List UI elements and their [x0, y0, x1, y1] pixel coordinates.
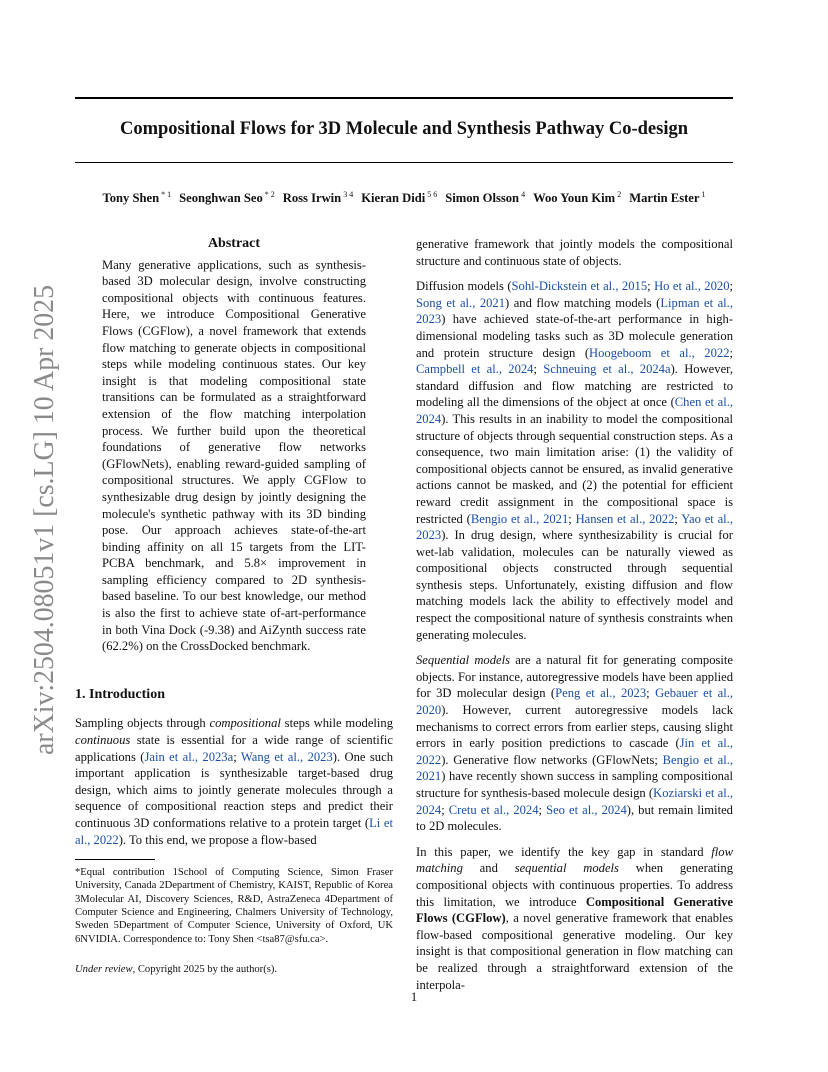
- text-span: ;: [674, 511, 682, 526]
- citation-link[interactable]: Bengio et al., 2021: [416, 752, 734, 784]
- author-affiliation-marker: 3 4: [343, 190, 354, 199]
- text-span: Sampling objects through: [75, 716, 210, 731]
- text-span: ;: [533, 362, 544, 377]
- text-span: ;: [646, 686, 656, 701]
- author-affiliation-marker: 1: [701, 190, 706, 199]
- text-span: are a natural fit for generating composite objects. For instance, autoregressive models have been applied for 3D molecular design (: [416, 653, 733, 701]
- emphasis: flow matching: [416, 844, 733, 876]
- citation-link[interactable]: Peng et al., 2023: [555, 686, 647, 701]
- text-span: ) have recently shown success in sampling compositional structure for synthesis-based molecule design (: [416, 769, 733, 800]
- author-list: [75, 190, 733, 206]
- paper-title: Compositional Flows for 3D Molecule and Synthesis Pathway Co-design: [119, 119, 689, 139]
- citation-link[interactable]: Sohl-Dickstein et al., 2015: [511, 279, 648, 294]
- text-span: , a novel generative framework that enables flow-based compositional generative modeling. Our key insight is that compositional generation in flow matching can be realized through a straightforward extension of the interpola-: [416, 911, 733, 992]
- emphasis: Under review: [75, 963, 133, 975]
- citation-link[interactable]: Campbell et al., 2024: [416, 362, 534, 377]
- title-top-rule: [75, 97, 733, 99]
- citation-link[interactable]: Cretu et al., 2024: [448, 802, 539, 817]
- citation-link[interactable]: Gebauer et al., 2020: [416, 686, 733, 718]
- citation-link[interactable]: Chen et al., 2024: [416, 395, 733, 426]
- text-span: ). This results in an inability to model the compositional structure of objects through sequential construction steps. As a consequence, two main limitation arise: (1) the validity of compositional objects cannot be ensured, as invalid generative actions cannot be masked, and (2) the potential for efficient reward credit assignment in the compositional space is restricted (: [416, 411, 733, 526]
- author-affiliation-marker: 5 6: [427, 190, 438, 199]
- text-span: when generating compositional objects with continuous properties. To address this limitation, we introduce: [416, 861, 734, 909]
- text-span: In this paper, we identify the key gap in standard: [416, 844, 712, 859]
- citation-link[interactable]: Song et al., 2021: [416, 295, 506, 310]
- citation-link[interactable]: Jin et al., 2022: [416, 736, 733, 767]
- intro-paragraph-1: [75, 715, 393, 848]
- author-name: Kieran Didi: [361, 191, 426, 206]
- text-span: ), but remain limited to 2D molecules.: [416, 802, 733, 834]
- paragraph-continuation: generative framework that jointly models the compositional structure and continuous state of objects.: [416, 237, 733, 268]
- text-span: ;: [441, 802, 449, 817]
- author: [629, 191, 705, 205]
- author-name: Tony Shen: [102, 191, 160, 206]
- footnote-divider: [75, 859, 155, 860]
- citation-link[interactable]: Ho et al., 2020: [654, 279, 730, 294]
- review-note: [75, 962, 393, 979]
- citation-link[interactable]: Jain et al., 2023a: [144, 749, 234, 764]
- author-name: Simon Olsson: [445, 191, 520, 206]
- abstract-text: Many generative applications, such as synthesis-based 3D molecular design, involve constructing compositional objects with continuous features. Here, we introduce Compositional Generative Flows (CGFlow), a novel framework that extends flow matching to generate objects in compositional steps while modeling continuous states. Our key insight is that modeling compositional state transitions can be formulated as a straightforward extension of the flow matching interpolation process. We further build upon the theoretical foundations of generative flow networks (GFlowNets), enabling reward-guided sampling of compositional structures. We apply CGFlow to synthesizable drug design by jointly designing the molecule's synthetic pathway with its 3D binding pose. Our approach achieves state-of-the-art binding affinity on all 15 targets from the LIT-PCBA benchmark, and 5.8× improvement in sampling efficiency compared to 2D synthesis-based baseline. To our best knowledge, our method is also the first to achieve state of-art-performance in both Vina Dock (-9.38) and AiZynth success rate (62.2%) on the CrossDocked benchmark.: [102, 257, 366, 654]
- page-number: 1: [410, 990, 418, 1004]
- citation-link[interactable]: Koziarski et al., 2024: [416, 786, 733, 817]
- text-span: ;: [647, 279, 655, 294]
- emphasis: sequential models: [514, 861, 619, 876]
- author: [361, 191, 437, 205]
- text-span: ) and flow matching models (: [505, 295, 661, 310]
- arxiv-identifier: arXiv:2504.08051v1 [cs.LG] 10 Apr 2025: [28, 285, 60, 755]
- author-name: Ross Irwin: [282, 191, 342, 206]
- author-affiliation-marker: 2: [617, 190, 622, 199]
- emphasis: continuous: [75, 733, 131, 748]
- author: [445, 191, 525, 205]
- paragraph-contribution: [416, 844, 733, 993]
- section-heading-introduction: 1. Introduction: [75, 686, 165, 702]
- arxiv-stamp: [20, 285, 60, 755]
- citation-link[interactable]: Seo et al., 2024: [546, 802, 627, 817]
- citation-link[interactable]: Li et al., 2022: [75, 816, 393, 847]
- text-span: state is essential for a wide range of scientific applications (: [75, 733, 393, 764]
- text-span: ;: [729, 279, 733, 294]
- abstract-heading: Abstract: [207, 236, 261, 251]
- text-span: ). One such important application is synthesizable target-based drug design, which aims to jointly generate molecules through a sequence of compositional reaction steps and predict their continuous 3D conformations relative to a protein target (: [75, 749, 393, 830]
- author: [533, 191, 621, 205]
- text-span: ;: [538, 802, 547, 817]
- left-column: [75, 236, 393, 979]
- text-span: ;: [729, 345, 733, 360]
- title-bottom-rule: [75, 162, 733, 163]
- citation-link[interactable]: Hansen et al., 2022: [575, 511, 675, 526]
- citation-link[interactable]: Hoogeboom et al., 2022: [589, 345, 730, 360]
- text-span: Diffusion models (: [416, 279, 512, 294]
- citation-link[interactable]: Wang et al., 2023: [240, 749, 333, 764]
- author-name: Woo Youn Kim: [533, 191, 616, 206]
- emphasis: Sequential models: [416, 653, 511, 668]
- text-span: ). Generative flow networks (GFlowNets;: [441, 752, 663, 767]
- paragraph-sequential-models: [416, 652, 733, 835]
- paragraph-diffusion: [416, 278, 733, 643]
- author: [283, 191, 353, 205]
- text-span: ) have achieved state-of-the-art performance in high-dimensional modeling tasks such as 3D molecule generation and protein structure design (: [416, 312, 733, 360]
- emphasis: compositional: [209, 716, 281, 731]
- text-span: , Copyright 2025 by the author(s).: [132, 963, 278, 975]
- text-span: ). To this end, we propose a flow-based: [118, 832, 317, 847]
- text-span: ). However, current autoregressive models lack mechanisms to correct errors from earlier steps, causing slight errors in early position predictions to cascade (: [416, 703, 733, 751]
- text-span: ). However, standard diffusion and flow matching are restricted to modeling all the dimensions of the object at once (: [416, 362, 733, 410]
- right-column: [416, 236, 733, 1002]
- author-name: Martin Ester: [629, 191, 700, 206]
- author: [103, 191, 172, 205]
- author-affiliation-marker: * 2: [264, 190, 275, 199]
- citation-link[interactable]: Bengio et al., 2021: [470, 511, 569, 526]
- author-name: Seonghwan Seo: [179, 191, 263, 206]
- author-affiliation-marker: * 1: [161, 190, 172, 199]
- bold-term: Compositional Generative Flows (CGFlow): [416, 894, 734, 926]
- text-span: ). In drug design, where synthesizability is crucial for wet-lab validation, molecules can be naturally viewed as compositional objects constructed through sequential synthesis steps. Unfortunately, existing diffusion and flow matching models lack the ability to effectively model and respect the compositional nature of synthesis constraints when generating molecules.: [416, 528, 733, 642]
- citation-link[interactable]: Schneuing et al., 2024a: [543, 362, 671, 377]
- author: [179, 191, 275, 205]
- text-span: ;: [568, 511, 576, 526]
- author-affiliation-marker: 4: [521, 190, 526, 199]
- text-span: and: [462, 861, 515, 876]
- affiliation-footnotes: *Equal contribution 1School of Computing Science, Simon Fraser University, Canada 2Department of Chemistry, KAIST, Republic of Korea 3Molecular AI, Discovery Sciences, R&D, AstraZeneca 4Department of Computer Science and Engineering, Chalmers University of Technology, Sweden 5Department of Computer Science, University of Oxford, UK 6NVIDIA. Correspondence to: Tony Shen <tsa87@sfu.ca>.: [75, 867, 393, 945]
- citation-link[interactable]: Lipman et al., 2023: [416, 295, 733, 327]
- text-span: ;: [233, 749, 241, 764]
- text-span: steps while modeling: [280, 716, 394, 731]
- citation-link[interactable]: Yao et al., 2023: [416, 511, 733, 543]
